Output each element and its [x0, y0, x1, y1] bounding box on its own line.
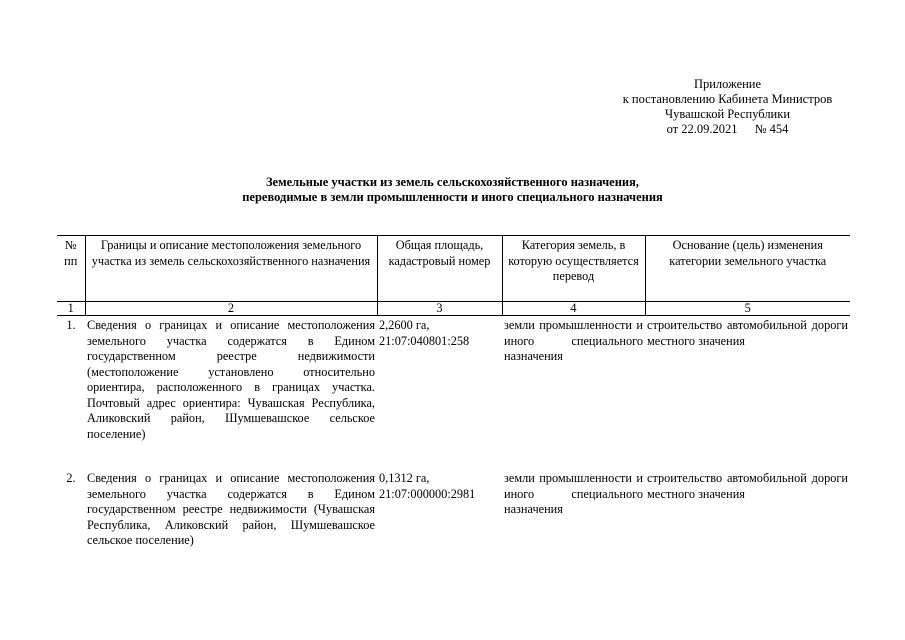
- header-category: Категория земель, в которую осуществляется перевод: [502, 236, 645, 302]
- header-area: Общая площадь, кадастровый номер: [377, 236, 502, 302]
- column-number: 1: [57, 302, 85, 316]
- appendix-block: [590, 77, 865, 137]
- column-number: 4: [502, 302, 645, 316]
- row-cadastral-number: 21:07:040801:258: [379, 333, 470, 348]
- appendix-label: Приложение: [693, 77, 762, 91]
- row-description: Сведения о границах и описание местоположения земельного участка содержатся в Едином государственном реестре недвижимости (местоположение установлено относительно ориентира, расположенного в границах участка. Почтовый адрес ориентира: Чувашская Республика, Аликовский район, Шумшевашское сельское поселение): [87, 318, 375, 441]
- document-title: [0, 175, 905, 205]
- column-number: 5: [645, 302, 850, 316]
- row-description: Сведения о границах и описание местоположения земельного участка содержатся в Едином государственном реестре недвижимости (Чувашская Республика, Аликовский район, Шумшевашское сельское поселение): [87, 471, 375, 547]
- appendix-authority: Чувашской Республики: [664, 107, 791, 121]
- row-basis: строительство автомобильной дороги местного значения: [647, 471, 848, 501]
- appendix-resolution: к постановлению Кабинета Министров: [622, 92, 833, 106]
- row-area: 2,2600 га,: [379, 318, 430, 332]
- row-number: 2.: [66, 471, 76, 485]
- row-number: 1.: [66, 318, 76, 332]
- row-area-cell: [377, 316, 502, 470]
- title-line-2: переводимые в земли промышленности и иного специального назначения: [242, 190, 663, 204]
- title-line-1: Земельные участки из земель сельскохозяйственного назначения,: [265, 175, 640, 189]
- table-row: [57, 316, 850, 470]
- appendix-date-line: [590, 122, 865, 137]
- table-row: [57, 469, 850, 549]
- header-basis: Основание (цель) изменения категории земельного участка: [645, 236, 850, 302]
- table-header-row: [57, 236, 850, 302]
- row-area: 0,1312 га,: [379, 471, 430, 485]
- row-cadastral-number: 21:07:000000:2981: [379, 486, 476, 501]
- land-plots-table: [57, 235, 850, 549]
- header-description: Границы и описание местоположения земельного участка из земель сельскохозяйственного назначения: [85, 236, 377, 302]
- row-category: земли промышленности и иного специального назначения: [504, 471, 643, 516]
- column-number: 2: [85, 302, 377, 316]
- column-number-row: [57, 302, 850, 316]
- row-category: земли промышленности и иного специального назначения: [504, 318, 643, 363]
- row-basis: строительство автомобильной дороги местного значения: [647, 318, 848, 348]
- appendix-date: от 22.09.2021: [666, 122, 738, 136]
- header-number: № пп: [57, 236, 85, 302]
- column-number: 3: [377, 302, 502, 316]
- appendix-number: № 454: [754, 122, 789, 136]
- row-area-cell: [377, 469, 502, 549]
